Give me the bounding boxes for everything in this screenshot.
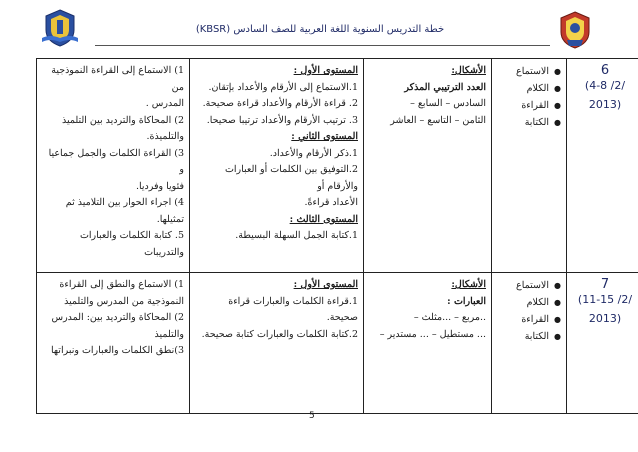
forms-heading: الأشكال: bbox=[451, 65, 486, 76]
level-heading: المستوى الأول : bbox=[293, 279, 358, 290]
level-item: 2.كتابة الكلمات والعبارات كتابة صحيحة. bbox=[201, 328, 358, 340]
forms-cell bbox=[364, 59, 492, 273]
level-item: 2. قراءة الأرقام والأعداد قراءة صحيحة. bbox=[202, 98, 358, 109]
level-item: 1.قراءة الكلمات والعبارات قراءة صحيحة. bbox=[228, 295, 358, 323]
activity-line: 5. كتابة الكلمات والعبارات bbox=[79, 230, 184, 241]
forms-subheading: العدد الترتيبي المذكر bbox=[404, 81, 486, 93]
forms-line: ..مربع – ...مثلث – bbox=[413, 312, 486, 323]
week-date: (11-15 /2/ bbox=[577, 293, 633, 306]
page-number: 5 bbox=[309, 411, 315, 421]
skill-item: ● الكتابة bbox=[497, 114, 561, 131]
activity-line: 1) الاستماع إلى القراءة النموذجية من bbox=[51, 65, 184, 93]
forms-subheading: العبارات : bbox=[447, 295, 486, 307]
activity-line: 3) القراءة الكلمات والجمل جماعيا و bbox=[48, 147, 184, 175]
table-row bbox=[37, 59, 638, 273]
page-header bbox=[0, 0, 638, 55]
skill-item: ● القراءة bbox=[497, 97, 561, 114]
level-heading: المستوى الأول : bbox=[293, 65, 358, 76]
skill-item: ● الاستماع bbox=[497, 277, 561, 294]
skill-item: ● القراءة bbox=[497, 311, 561, 328]
skill-item: ● الكلام bbox=[497, 80, 561, 97]
activities-cell bbox=[37, 273, 190, 414]
activity-line: 2) المحاكاة والترديد بين: المدرس bbox=[51, 312, 184, 323]
week-cell bbox=[567, 59, 638, 273]
level-heading: المستوى الثاني : bbox=[291, 131, 358, 142]
document-title: خطة التدريس السنوية اللغة العربية للصف السادس (KBSR) bbox=[195, 24, 445, 35]
table-row bbox=[37, 273, 638, 414]
lesson-plan-table bbox=[36, 58, 638, 414]
skills-cell bbox=[492, 273, 567, 414]
activity-line: المدرس . bbox=[145, 98, 184, 109]
week-date: (4-8 /2/ bbox=[584, 79, 626, 92]
ministry-emblem-logo bbox=[557, 10, 593, 50]
levels-cell bbox=[190, 59, 364, 273]
forms-cell bbox=[364, 273, 492, 414]
activity-line: والتلميذ bbox=[154, 328, 184, 340]
skills-cell bbox=[492, 59, 567, 273]
level-item: 1.الاستماع إلى الأرقام والأعداد بإتقان. bbox=[208, 81, 358, 93]
school-crest-logo bbox=[40, 8, 80, 48]
week-year: 2013) bbox=[588, 312, 622, 325]
skill-item: ● الكلام bbox=[497, 294, 561, 311]
forms-heading: الأشكال: bbox=[451, 279, 486, 290]
forms-line: الثامن – التاسع – العاشر bbox=[390, 114, 486, 126]
level-item: 1.ذكر الأرقام والأعداد. bbox=[269, 147, 358, 159]
forms-line: ... مستطيل – ... مستدير – bbox=[379, 328, 486, 340]
header-rule bbox=[95, 45, 550, 46]
week-number: 6 bbox=[600, 63, 610, 78]
level-item: الأعداد قراءةً. bbox=[304, 197, 358, 208]
levels-cell bbox=[190, 273, 364, 414]
activities-cell bbox=[37, 59, 190, 273]
week-number: 7 bbox=[600, 277, 610, 292]
level-item: 3. ترتيب الأرقام والأعداد ترتيبا صحيحا. bbox=[206, 114, 358, 126]
activity-line: فئويا وفرديا. bbox=[135, 180, 184, 192]
level-heading: المستوى الثالث : bbox=[289, 213, 358, 225]
level-item: 1.كتابة الجمل السهلة البسيطة. bbox=[235, 230, 358, 241]
activity-line: 2) المحاكاة والترديد بين التلميذ bbox=[61, 114, 184, 126]
activity-line: 4) اجراء الحوار بين التلاميذ ثم تمثيلها. bbox=[65, 197, 184, 225]
week-year: 2013) bbox=[588, 98, 622, 111]
activity-line: والتدريبات bbox=[144, 246, 184, 258]
skill-item: ● الكتابة bbox=[497, 328, 561, 345]
skill-item: ● الاستماع bbox=[497, 63, 561, 80]
level-item: 2.التوفيق بين الكلمات أو العبارات والأرقام أو bbox=[224, 164, 358, 192]
activity-line: 1) الاستماع والنطق إلى القراءة bbox=[59, 279, 184, 290]
activity-line: 3)نطق الكلمات والعبارات ونبراتها bbox=[51, 345, 184, 356]
forms-line: السادس – السابع – bbox=[410, 98, 486, 109]
activity-line: والتلميذة. bbox=[146, 131, 184, 142]
activity-line: النموذجية من المدرس والتلميذ bbox=[64, 295, 184, 307]
week-cell bbox=[567, 273, 638, 414]
